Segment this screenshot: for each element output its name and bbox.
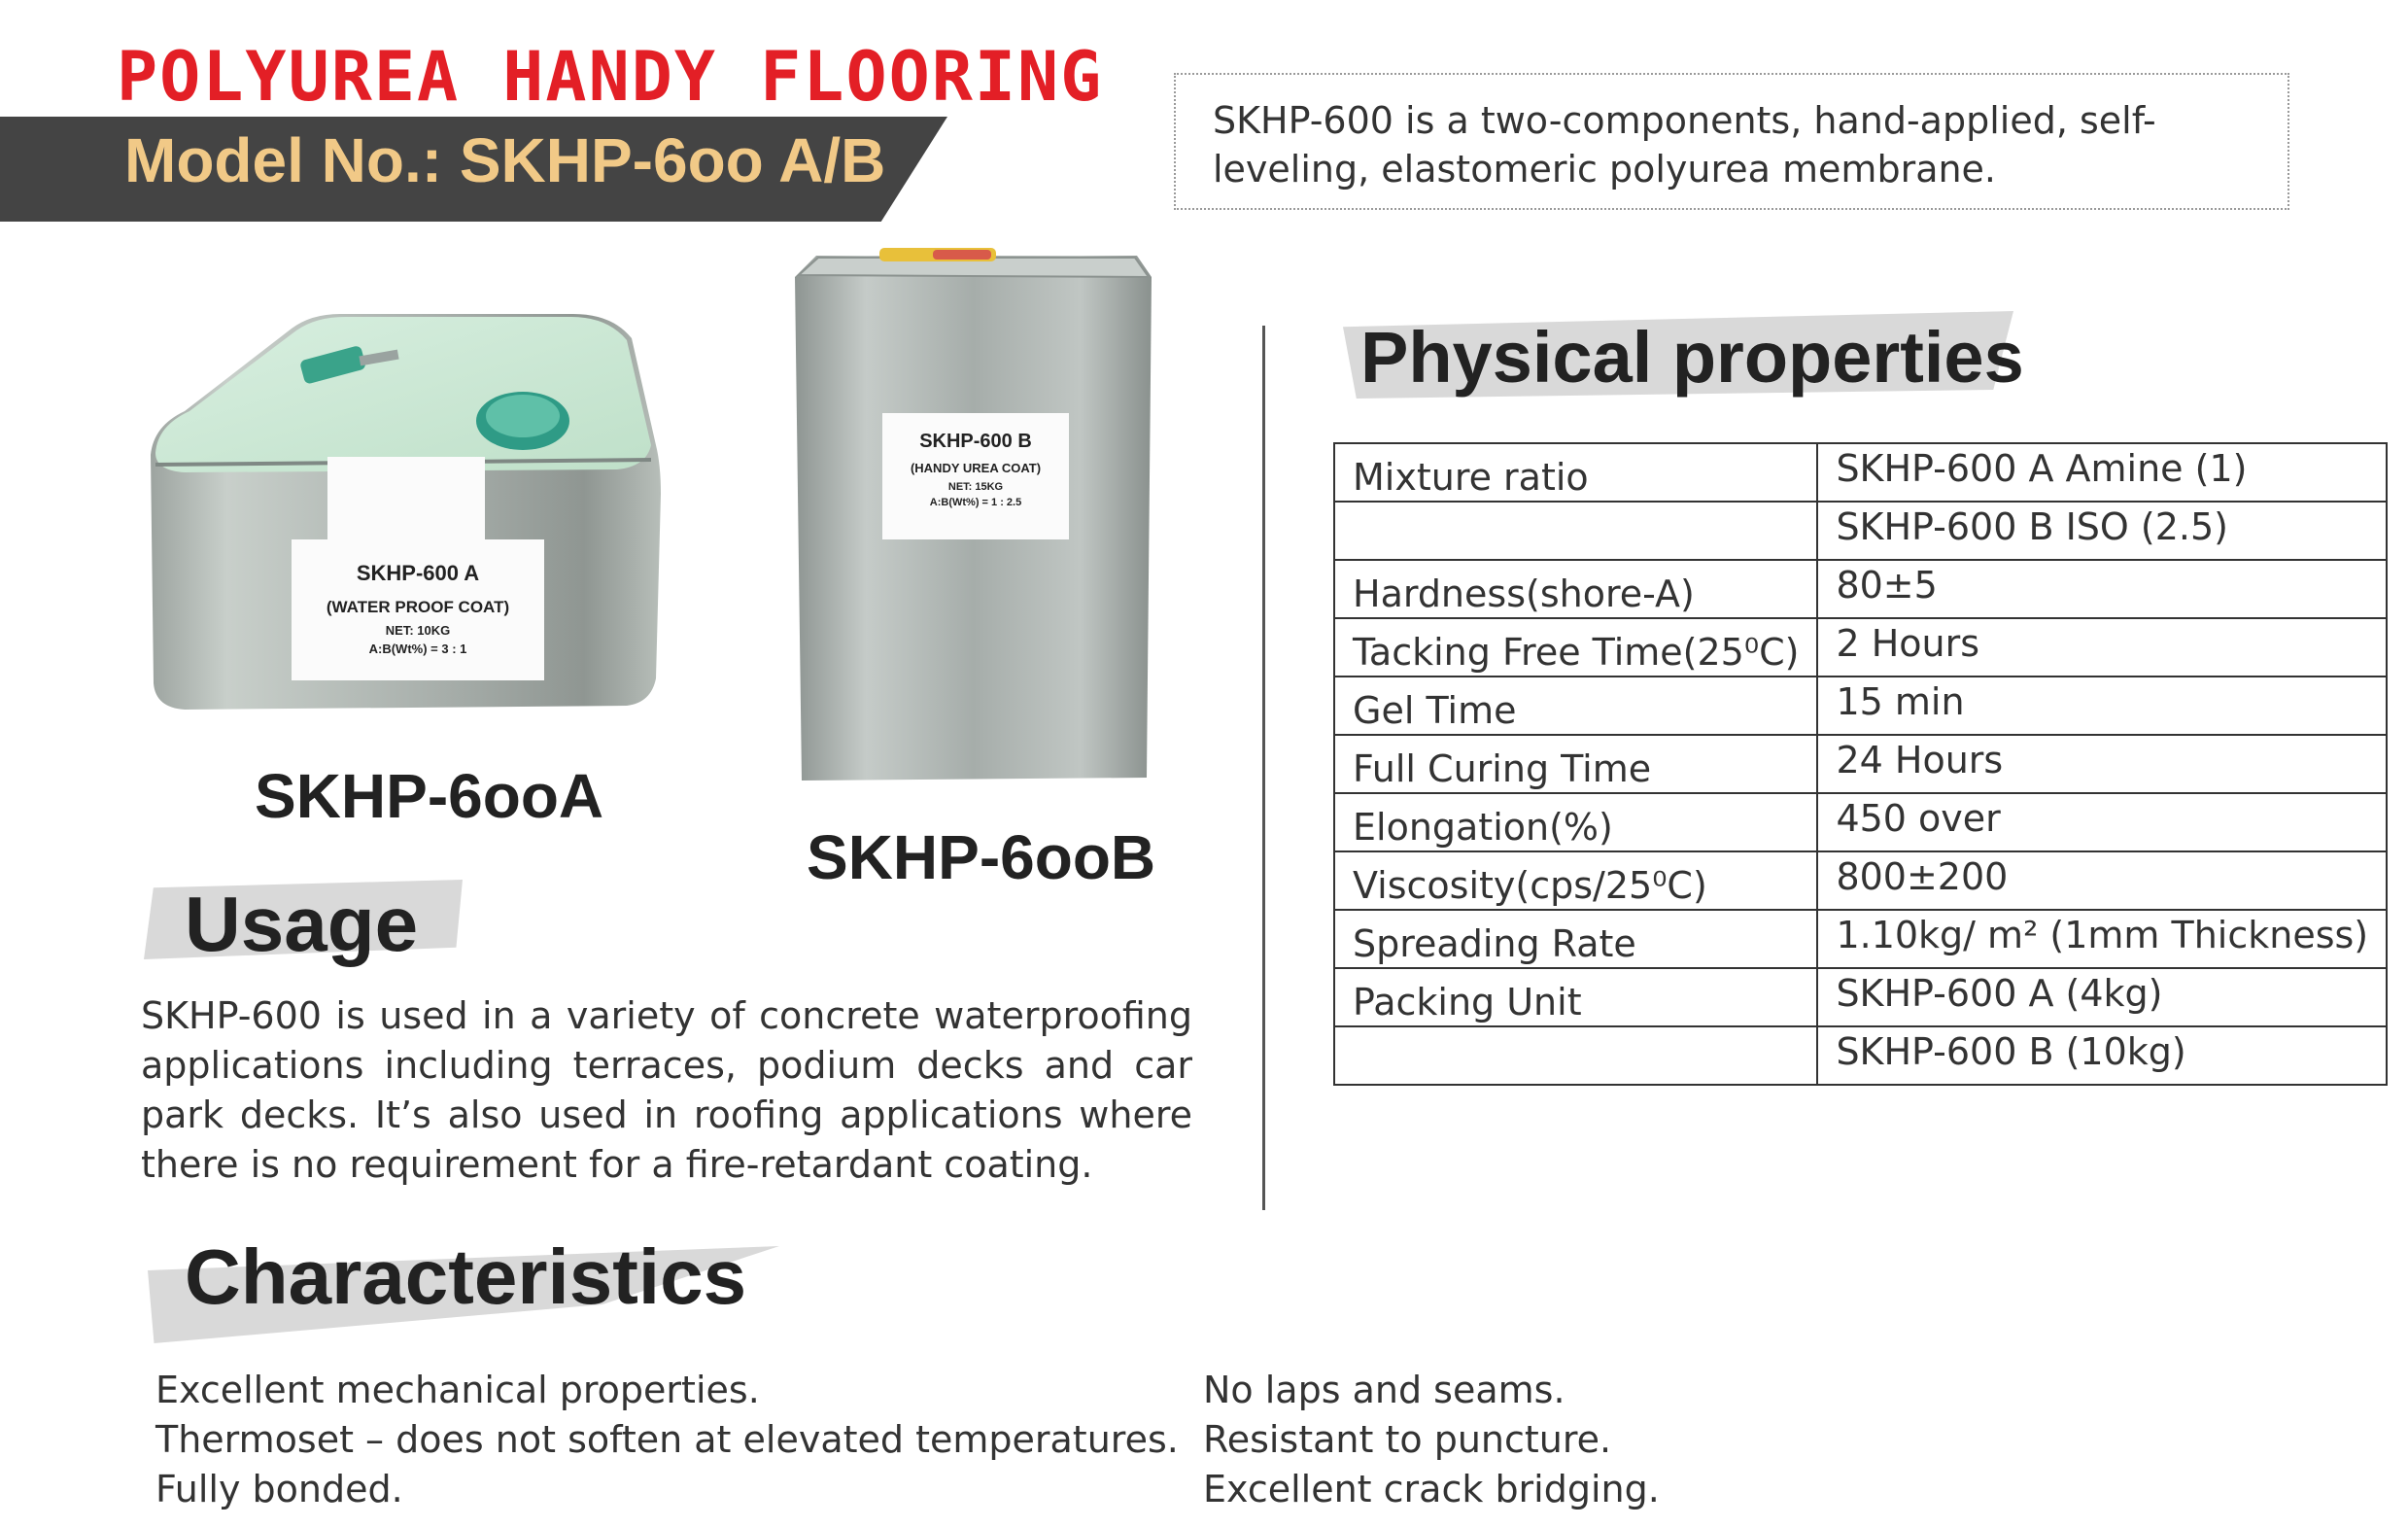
property-row xyxy=(1334,502,2387,560)
characteristics-right-list xyxy=(1203,1366,1660,1514)
characteristic-item: Thermoset – does not soften at elevated temperatures. xyxy=(155,1418,1179,1461)
property-label: Packing Unit xyxy=(1334,968,1817,1026)
property-value: 80±5 xyxy=(1817,560,2387,618)
property-row xyxy=(1334,443,2387,502)
property-label: Full Curing Time xyxy=(1334,735,1817,793)
property-row xyxy=(1334,910,2387,968)
physical-heading: Physical properties xyxy=(1360,317,2024,398)
can-a-label-line3: NET: 10KG xyxy=(385,623,451,638)
can-b-label-line1: SKHP-600 B xyxy=(919,431,1032,452)
property-row xyxy=(1334,968,2387,1026)
property-label: Mixture ratio xyxy=(1334,443,1817,502)
can-a-label-line1: SKHP-600 A xyxy=(356,561,480,585)
property-value: SKHP-600 B (10kg) xyxy=(1817,1026,2387,1085)
can-a-label xyxy=(327,457,485,542)
property-value: 15 min xyxy=(1817,677,2387,735)
property-label: Spreading Rate xyxy=(1334,910,1817,968)
property-row xyxy=(1334,735,2387,793)
product-b-caption: SKHP-6ooB xyxy=(807,822,1156,892)
page-title: POLYUREA HANDY FLOORING xyxy=(117,37,1104,117)
property-label: Elongation(%) xyxy=(1334,793,1817,851)
usage-text: SKHP-600 is used in a variety of concrete waterproofing applications including terraces, podium decks and car park decks. It’s also used in roofing applications where there is no requirement for a fire-retardant coating. xyxy=(141,994,1192,1186)
property-row xyxy=(1334,793,2387,851)
characteristic-item: Excellent mechanical properties. xyxy=(155,1369,760,1411)
property-value: 800±200 xyxy=(1817,851,2387,910)
model-number: Model No.: SKHP-6oo A/B xyxy=(124,125,886,195)
property-row xyxy=(1334,851,2387,910)
product-description: SKHP-600 is a two-components, hand-applied, self-leveling, elastomeric polyurea membrane. xyxy=(1174,73,2289,210)
can-a-label-line2: (WATER PROOF COAT) xyxy=(326,598,510,616)
physical-properties-table xyxy=(1333,442,2388,1086)
property-label xyxy=(1334,1026,1817,1085)
characteristic-item: Fully bonded. xyxy=(155,1468,403,1510)
property-row xyxy=(1334,560,2387,618)
property-label xyxy=(1334,502,1817,560)
characteristic-item: No laps and seams. xyxy=(1203,1369,1565,1411)
property-value: 2 Hours xyxy=(1817,618,2387,677)
property-value: 24 Hours xyxy=(1817,735,2387,793)
characteristics-left-list xyxy=(155,1366,1179,1514)
property-value: SKHP-600 A (4kg) xyxy=(1817,968,2387,1026)
can-b-label-panel xyxy=(882,413,1069,539)
can-a-label-panel xyxy=(292,539,544,680)
can-b-label-line3: NET: 15KG xyxy=(947,481,1004,493)
column-divider xyxy=(1262,326,1265,1210)
usage-heading: Usage xyxy=(185,881,419,967)
property-value: SKHP-600 B ISO (2.5) xyxy=(1817,502,2387,560)
characteristic-item: Resistant to puncture. xyxy=(1203,1418,1612,1461)
property-row xyxy=(1334,1026,2387,1085)
can-b-label-line2: (HANDY UREA COAT) xyxy=(910,461,1042,475)
product-a-caption: SKHP-6ooA xyxy=(255,761,604,831)
property-value: 450 over xyxy=(1817,793,2387,851)
can-a-label-line4: A:B(Wt%) = 3 : 1 xyxy=(368,642,467,656)
characteristics-heading: Characteristics xyxy=(185,1233,747,1320)
property-label: Gel Time xyxy=(1334,677,1817,735)
property-label: Hardness(shore-A) xyxy=(1334,560,1817,618)
can-b-label-line4: A:B(Wt%) = 1 : 2.5 xyxy=(929,497,1022,508)
property-label: Tacking Free Time(25⁰C) xyxy=(1334,618,1817,677)
property-value: SKHP-600 A Amine (1) xyxy=(1817,443,2387,502)
property-row xyxy=(1334,677,2387,735)
property-row xyxy=(1334,618,2387,677)
property-value: 1.10kg/ m² (1mm Thickness) xyxy=(1817,910,2387,968)
property-label: Viscosity(cps/25⁰C) xyxy=(1334,851,1817,910)
characteristic-item: Excellent crack bridging. xyxy=(1203,1468,1660,1510)
